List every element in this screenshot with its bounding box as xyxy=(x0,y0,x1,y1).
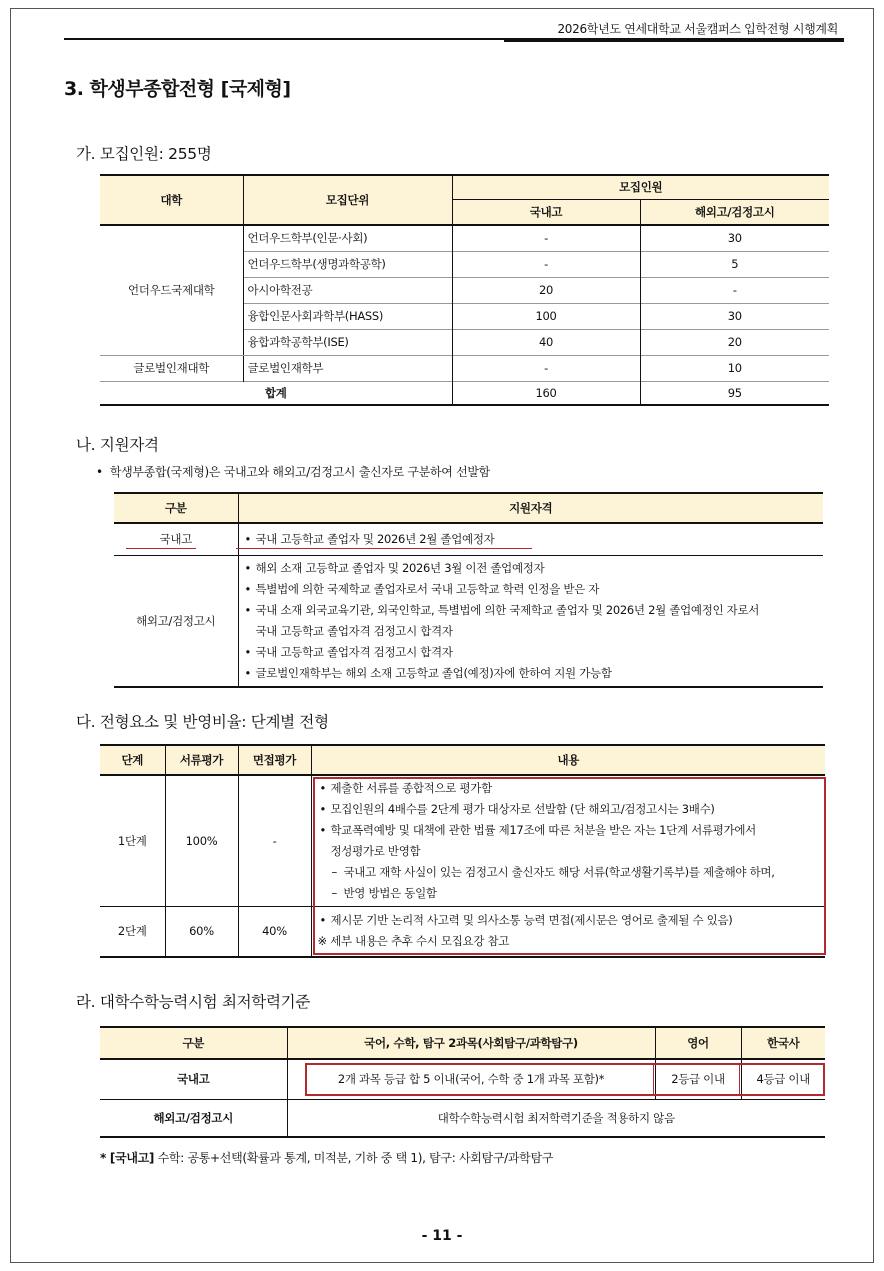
min-col-hist: 한국사 xyxy=(767,1036,800,1050)
overseas-cell: 10 xyxy=(727,361,742,375)
univ-cell: 언더우드국제대학 xyxy=(100,225,243,355)
stage2-doc: 60% xyxy=(165,907,238,957)
quota-table xyxy=(100,174,829,406)
overseas-cell: 5 xyxy=(731,257,739,271)
qual-overseas-label: 해외고/검정고시 xyxy=(114,555,238,687)
part-c-title: 다. 전형요소 및 반영비율: 단계별 전형 xyxy=(76,713,329,731)
stage-col-doc: 서류평가 xyxy=(165,745,238,775)
table-row xyxy=(100,225,829,251)
stage-col-content: 내용 xyxy=(557,753,580,767)
unit-cell: 언더우드학부(인문·사회) xyxy=(243,225,452,251)
highlight-box xyxy=(305,1063,825,1096)
overseas-cell: 30 xyxy=(727,231,742,246)
stage1-doc: 100% xyxy=(165,775,238,907)
part-b-bullet: • 학생부종합(국제형)은 국내고와 해외고/검정고시 출신자로 구분하여 선발함 xyxy=(96,465,490,479)
running-header: 2026학년도 연세대학교 서울캠퍼스 입학전형 시행계획 xyxy=(557,22,838,36)
quota-col-unit: 모집단위 xyxy=(243,175,452,225)
list-item: ※ 세부 내용은 추후 수시 모집요강 참고 xyxy=(317,934,510,949)
total-domestic: 160 xyxy=(452,381,640,405)
list-item: • 제출한 서류를 종합적으로 평가함 xyxy=(318,778,818,799)
domestic-cell: - xyxy=(452,251,640,277)
total-row xyxy=(100,381,829,405)
min-domestic-eng: 2등급 이내 xyxy=(655,1059,741,1099)
min-col-type: 구분 xyxy=(100,1027,287,1059)
quota-col-univ: 대학 xyxy=(100,175,243,225)
footnote-mark: * xyxy=(100,1151,110,1165)
domestic-cell: 100 xyxy=(452,303,640,329)
overseas-cell: 20 xyxy=(727,335,742,349)
min-col-eng: 영어 xyxy=(655,1027,741,1059)
min-overseas-text: 대학수학능력시험 최저학력기준을 적용하지 않음 xyxy=(437,1110,675,1125)
quota-col-overseas: 해외고/검정고시 xyxy=(694,204,775,219)
qual-domestic-label: 국내고 xyxy=(114,523,238,555)
quota-col-domestic: 국내고 xyxy=(452,199,640,225)
list-item: 정성평가로 반영함 xyxy=(330,844,421,858)
footnote-tag: [국내고] xyxy=(109,1151,155,1165)
unit-cell: 글로벌인재학부 xyxy=(243,355,452,381)
stage2-label: 2단계 xyxy=(100,907,165,957)
total-label: 합계 xyxy=(100,381,452,405)
qual-col-qual: 지원자격 xyxy=(509,501,553,515)
part-b-title: 나. 지원자격 xyxy=(76,436,159,454)
unit-cell: 융합인문사회과학부(HASS) xyxy=(243,303,452,329)
domestic-cell: 20 xyxy=(452,277,640,303)
domestic-cell: 40 xyxy=(452,329,640,355)
overseas-cell: 30 xyxy=(727,309,742,323)
highlight-underline xyxy=(126,548,196,549)
stage-col-interview: 면접평가 xyxy=(238,745,311,775)
total-overseas: 95 xyxy=(727,385,742,400)
table-row xyxy=(114,555,823,687)
stage1-interview: - xyxy=(238,775,311,907)
highlight-divider xyxy=(739,1063,740,1096)
quota-col-quota: 모집인원 xyxy=(452,175,829,199)
table-row xyxy=(100,355,829,381)
stage2-interview: 40% xyxy=(238,907,311,957)
footnote xyxy=(100,1149,553,1166)
highlight-box xyxy=(313,777,826,955)
list-item: • 국내 소재 외국교육기관, 외국인학교, 특별법에 의한 국제학교 졸업자 및 2026년 2월 졸업예정인 자로서 xyxy=(243,600,820,621)
stage-col-stage: 단계 xyxy=(100,745,165,775)
section-title: 3. 학생부종합전형 [국제형] xyxy=(64,78,291,100)
min-col-main: 국어, 수학, 탐구 2과목(사회탐구/과학탐구) xyxy=(287,1027,655,1059)
univ-cell: 글로벌인재대학 xyxy=(100,355,243,381)
footnote-text: 수학: 공통+선택(확률과 통계, 미적분, 기하 중 택 1), 탐구: 사회탐구/과학탐구 xyxy=(154,1151,554,1165)
list-item: – 국내고 재학 사실이 있는 검정고시 출신자도 해당 서류(학교생활기록부)를 제출해야 하며, xyxy=(318,862,818,883)
unit-cell: 융합과학공학부(ISE) xyxy=(243,329,452,355)
list-item: • 모집인원의 4배수를 2단계 평가 대상자로 선발함 (단 해외고/검정고시는 3배수) xyxy=(318,799,818,820)
domestic-cell: - xyxy=(452,355,640,381)
table-row xyxy=(100,1099,825,1137)
overseas-cell: - xyxy=(732,283,737,297)
min-overseas-label: 해외고/검정고시 xyxy=(100,1099,287,1137)
domestic-cell: - xyxy=(452,225,640,251)
list-item: • 해외 소재 고등학교 졸업자 및 2026년 3월 이전 졸업예정자 xyxy=(243,558,820,579)
unit-cell: 언더우드학부(생명과학공학) xyxy=(243,251,452,277)
list-item: • 제시문 기반 논리적 사고력 및 의사소통 능력 면접(제시문은 영어로 출제될 수 있음) xyxy=(318,910,818,931)
page-number: - 11 - xyxy=(421,1228,463,1244)
list-item: • 특별법에 의한 국제학교 졸업자로서 국내 고등학교 학력 인정을 받은 자 xyxy=(243,579,820,600)
highlight-divider xyxy=(653,1063,654,1096)
list-item: • 국내 고등학교 졸업자격 검정고시 합격자 xyxy=(243,642,820,663)
table-row xyxy=(114,523,823,555)
list-item: • 글로벌인재학부는 해외 소재 고등학교 졸업(예정)자에 한하여 지원 가능함 xyxy=(243,663,820,684)
part-d-title: 라. 대학수학능력시험 최저학력기준 xyxy=(76,993,310,1011)
highlight-underline xyxy=(236,548,532,549)
part-a-title: 가. 모집인원: 255명 xyxy=(76,145,212,163)
part-b-bullet-text: 학생부종합(국제형)은 국내고와 해외고/검정고시 출신자로 구분하여 선발함 xyxy=(109,465,490,479)
stage1-label: 1단계 xyxy=(100,775,165,907)
unit-cell: 아시아학전공 xyxy=(243,277,452,303)
list-item: • 국내 고등학교 졸업자 및 2026년 2월 졸업예정자 xyxy=(243,529,824,550)
list-item: • 학교폭력예방 및 대책에 관한 법률 제17조에 따른 처분을 받은 자는 1단계 서류평가에서 xyxy=(318,820,818,841)
qual-col-type: 구분 xyxy=(114,493,238,523)
min-domestic-label: 국내고 xyxy=(100,1059,287,1099)
qualification-table xyxy=(114,492,823,688)
min-domestic-hist: 4등급 이내 xyxy=(756,1072,811,1087)
header-rule-thick xyxy=(504,38,844,42)
list-item: 국내 고등학교 졸업자격 검정고시 합격자 xyxy=(255,623,453,638)
min-domestic-main: 2개 과목 등급 합 5 이내(국어, 수학 중 1개 과목 포함)* xyxy=(287,1059,655,1099)
list-item: – 반영 방법은 동일함 xyxy=(318,883,818,904)
